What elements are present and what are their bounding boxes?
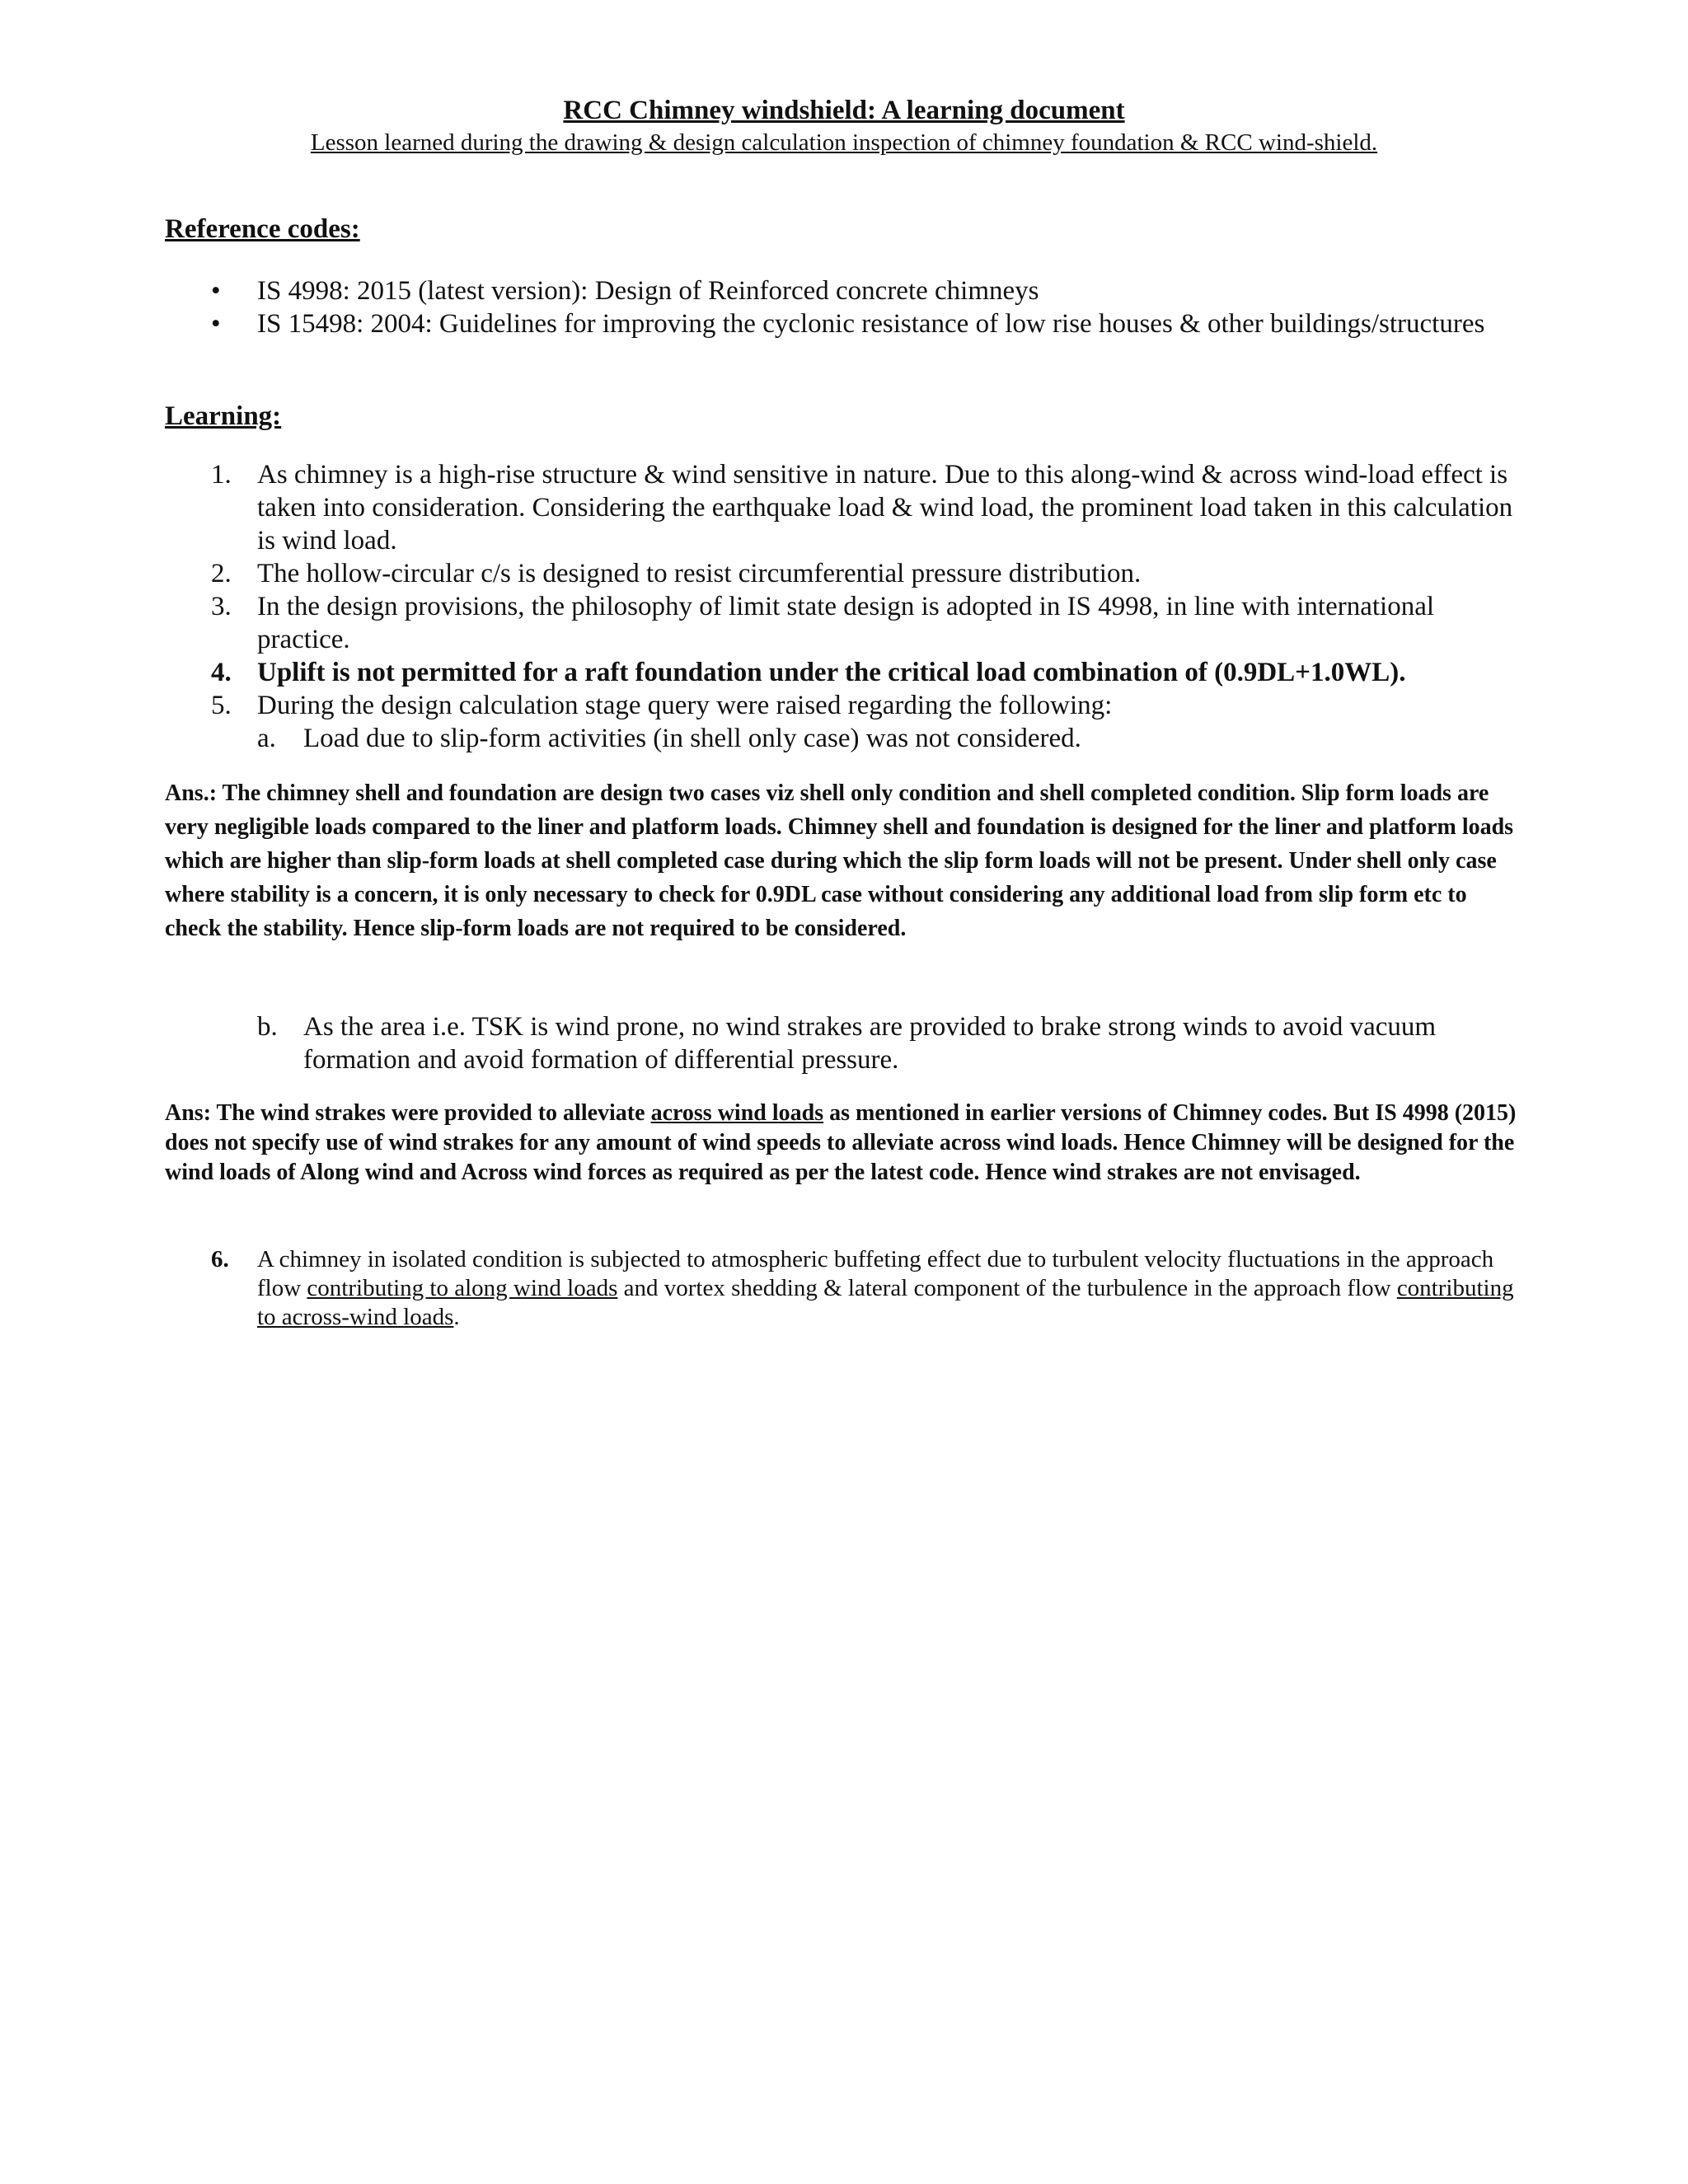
document-subtitle: Lesson learned during the drawing & design calculation inspection of chimney foundation & RCC wind-shield. bbox=[310, 129, 1378, 156]
learning-item-6-block bbox=[165, 1245, 1517, 1332]
learning-list bbox=[165, 458, 1517, 755]
learning-sub-list-b bbox=[165, 1010, 1517, 1076]
learning-item-text: . bbox=[453, 1304, 460, 1330]
reference-code-text: IS 4998: 2015 (latest version): Design of Reinforced concrete chimneys bbox=[257, 276, 1039, 306]
answer-b bbox=[165, 1099, 1517, 1188]
learning-item bbox=[165, 656, 1517, 689]
document-title: RCC Chimney windshield: A learning document bbox=[563, 96, 1125, 125]
learning-heading: Learning: bbox=[165, 401, 282, 431]
learning-sub-item bbox=[165, 722, 1517, 755]
learning-item-text: The hollow-circular c/s is designed to resist circumferential pressure distribution. bbox=[257, 559, 1142, 588]
bullet-icon: • bbox=[211, 309, 221, 339]
reference-code-item bbox=[165, 307, 1517, 340]
reference-codes-heading: Reference codes: bbox=[165, 214, 360, 244]
item-number: 6. bbox=[211, 1246, 229, 1272]
reference-codes-list bbox=[165, 274, 1517, 340]
learning-item-text: As chimney is a high-rise structure & wind sensitive in nature. Due to this along-wind & across wind-load effect is taken into consideration. Considering the earthquake load & wind load, the prominent load taken in this calculation is wind load. bbox=[257, 460, 1513, 555]
sub-item-letter: a. bbox=[257, 724, 276, 753]
item-number: 3. bbox=[211, 592, 232, 621]
item-number: 1. bbox=[211, 460, 232, 490]
sub-item-letter: b. bbox=[257, 1012, 278, 1042]
learning-item bbox=[165, 590, 1517, 656]
learning-item-underlined: contributing to across-wind loads bbox=[257, 1275, 1514, 1330]
learning-item bbox=[165, 557, 1517, 590]
reference-code-text: IS 15498: 2004: Guidelines for improving the cyclonic resistance of low rise houses & other buildings/structures bbox=[257, 309, 1485, 339]
learning-item-text: and vortex shedding & lateral component of the turbulence in the approach flow bbox=[617, 1275, 1397, 1301]
bullet-icon: • bbox=[211, 276, 221, 306]
answer-b-text: as mentioned in earlier versions of Chimney codes. But IS 4998 (2015) does not specify use of wind strakes for any amount of wind speeds to alleviate across wind loads. Hence Chimney will be designed for the wind loads of Along wind and Across wind forces as required as per the latest code. Hence wind strakes are not envisaged. bbox=[165, 1100, 1517, 1185]
answer-b-text: Ans: The wind strakes were provided to alleviate bbox=[165, 1100, 651, 1126]
learning-item bbox=[165, 458, 1517, 557]
learning-item-underlined: contributing to along wind loads bbox=[307, 1275, 618, 1301]
answer-a: Ans.: The chimney shell and foundation are design two cases viz shell only condition and shell completed condition. Slip form loads are very negligible loads compared to the liner and platform loads. Chimney shell and foundation is designed for the liner and platform loads which are higher than slip-form loads at shell completed case during which the slip form loads will not be present. Under shell only case where stability is a concern, it is only necessary to check for 0.9DL case without considering any additional load from slip form etc to check the stability. Hence slip-form loads are not required to be considered. bbox=[165, 780, 1514, 941]
learning-item bbox=[165, 1245, 1517, 1332]
learning-sub-item-text: Load due to slip-form activities (in shell only case) was not considered. bbox=[303, 724, 1081, 753]
item-number: 4. bbox=[211, 658, 232, 687]
item-number: 2. bbox=[211, 559, 232, 588]
learning-sub-item bbox=[165, 1010, 1517, 1076]
learning-item bbox=[165, 689, 1517, 722]
learning-item-text: During the design calculation stage query were raised regarding the following: bbox=[257, 691, 1113, 720]
learning-sub-item-text: As the area i.e. TSK is wind prone, no wind strakes are provided to brake strong winds to avoid vacuum formation and avoid formation of differential pressure. bbox=[303, 1012, 1437, 1075]
learning-item-text: A chimney in isolated condition is subjected to atmospheric buffeting effect due to turbulent velocity fluctuations in the approach flow bbox=[257, 1246, 1494, 1301]
item-number: 5. bbox=[211, 691, 232, 720]
reference-code-item bbox=[165, 274, 1517, 307]
learning-item-text: In the design provisions, the philosophy of limit state design is adopted in IS 4998, in line with international practice. bbox=[257, 592, 1435, 654]
answer-b-underlined: across wind loads bbox=[650, 1100, 824, 1126]
learning-item-text: Uplift is not permitted for a raft foundation under the critical load combination of (0.9DL+1.0WL). bbox=[257, 658, 1406, 687]
